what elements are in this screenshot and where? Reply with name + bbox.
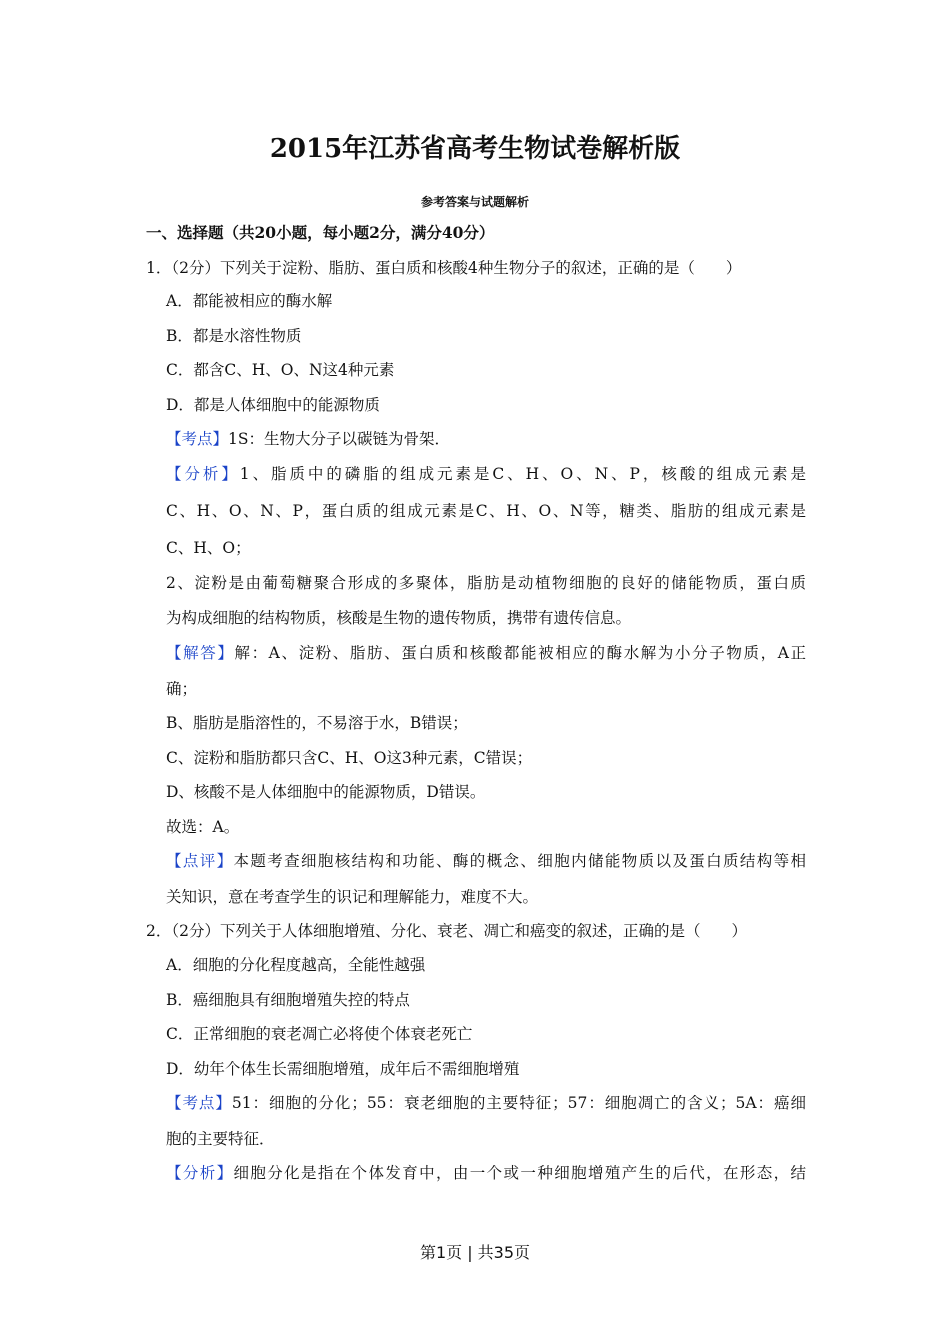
kaodian-tag: 【考点】 [166,430,229,448]
q1-jieda-line-2: 确； [166,680,198,698]
question-1-stem: 1．（2分）下列关于淀粉、脂肪、蛋白质和核酸4种生物分子的叙述，正确的是（ ） [146,259,742,277]
q2-kaodian-line-2: 胞的主要特征． [166,1130,275,1148]
question-1-option-c: C．都含C、H、O、N这4种元素 [166,361,395,379]
q1-jieda-line-4: C、淀粉和脂肪都只含C、H、O这3种元素，C错误； [166,749,533,767]
fenxi-tag: 【分析】 [166,465,240,483]
document-title: 2015年江苏省高考生物试卷解析版 [269,134,681,164]
q1-kaodian [166,428,450,450]
kaodian-tag: 【考点】 [166,1094,232,1112]
question-2-option-d: D．幼年个体生长需细胞增殖，成年后不需细胞增殖 [166,1060,520,1078]
q1-fenxi-line-5: 为构成细胞的结构物质，核酸是生物的遗传物质，携带有遗传信息。 [166,609,632,627]
q2-kaodian-line-1 [166,1092,806,1114]
question-2-option-a: A．细胞的分化程度越高，全能性越强 [166,956,426,974]
q1-jieda-line-3: B、脂肪是脂溶性的，不易溶于水，B错误； [166,714,468,732]
q1-fenxi-line-3: C、H、O； [166,539,251,557]
q1-dianping-line-2: 关知识，意在考查学生的识记和理解能力，难度不大。 [166,888,539,906]
q1-dianping-line-1 [166,850,806,872]
question-2-option-c: C．正常细胞的衰老凋亡必将使个体衰老死亡 [166,1025,473,1043]
q2-fenxi-line-1 [166,1162,806,1184]
question-2-stem: 2．（2分）下列关于人体细胞增殖、分化、衰老、凋亡和癌变的叙述，正确的是（ ） [146,922,747,940]
fenxi-tag: 【分析】 [166,1164,234,1182]
q1-jieda-line-1 [166,642,806,664]
jieda-text: 解：A、淀粉、脂肪、蛋白质和核酸都能被相应的酶水解为小分子物质，A正 [234,644,806,662]
section-heading: 一、选择题（共20小题，每小题2分，满分40分） [146,223,495,242]
q1-jieda-line-6: 故选：A。 [166,818,240,836]
jieda-tag: 【解答】 [166,644,235,662]
kaodian-text: 51：细胞的分化；55：衰老细胞的主要特征；57：细胞凋亡的含义；5A：癌细 [231,1094,806,1112]
question-1-option-d: D．都是人体细胞中的能源物质 [166,396,380,414]
q1-fenxi-line-4: 2、淀粉是由葡萄糖聚合形成的多聚体，脂肪是动植物细胞的良好的储能物质，蛋白质 [166,574,806,592]
dianping-text: 本题考查细胞核结构和功能、酶的概念、细胞内储能物质以及蛋白质结构等相 [233,852,806,870]
question-2-option-b: B．癌细胞具有细胞增殖失控的特点 [166,991,410,1009]
document-subtitle: 参考答案与试题解析 [420,195,529,209]
question-1-option-b: B．都是水溶性物质 [166,327,302,345]
fenxi-text: 细胞分化是指在个体发育中，由一个或一种细胞增殖产生的后代，在形态，结 [233,1164,806,1182]
q1-jieda-line-5: D、核酸不是人体细胞中的能源物质，D错误。 [166,783,486,801]
q1-fenxi-line-1 [166,463,806,485]
q1-fenxi-line-2: C、H、O、N、P，蛋白质的组成元素是C、H、O、N等，糖类、脂肪的组成元素是 [166,502,806,520]
question-1-option-a: A．都能被相应的酶水解 [166,292,333,310]
kaodian-text: 1S：生物大分子以碳链为骨架． [228,430,450,448]
dianping-tag: 【点评】 [166,852,234,870]
fenxi-text: 1、脂质中的磷脂的组成元素是C、H、O、N、P，核酸的组成元素是 [239,465,806,483]
page-footer: 第1页 | 共35页 [419,1243,531,1262]
